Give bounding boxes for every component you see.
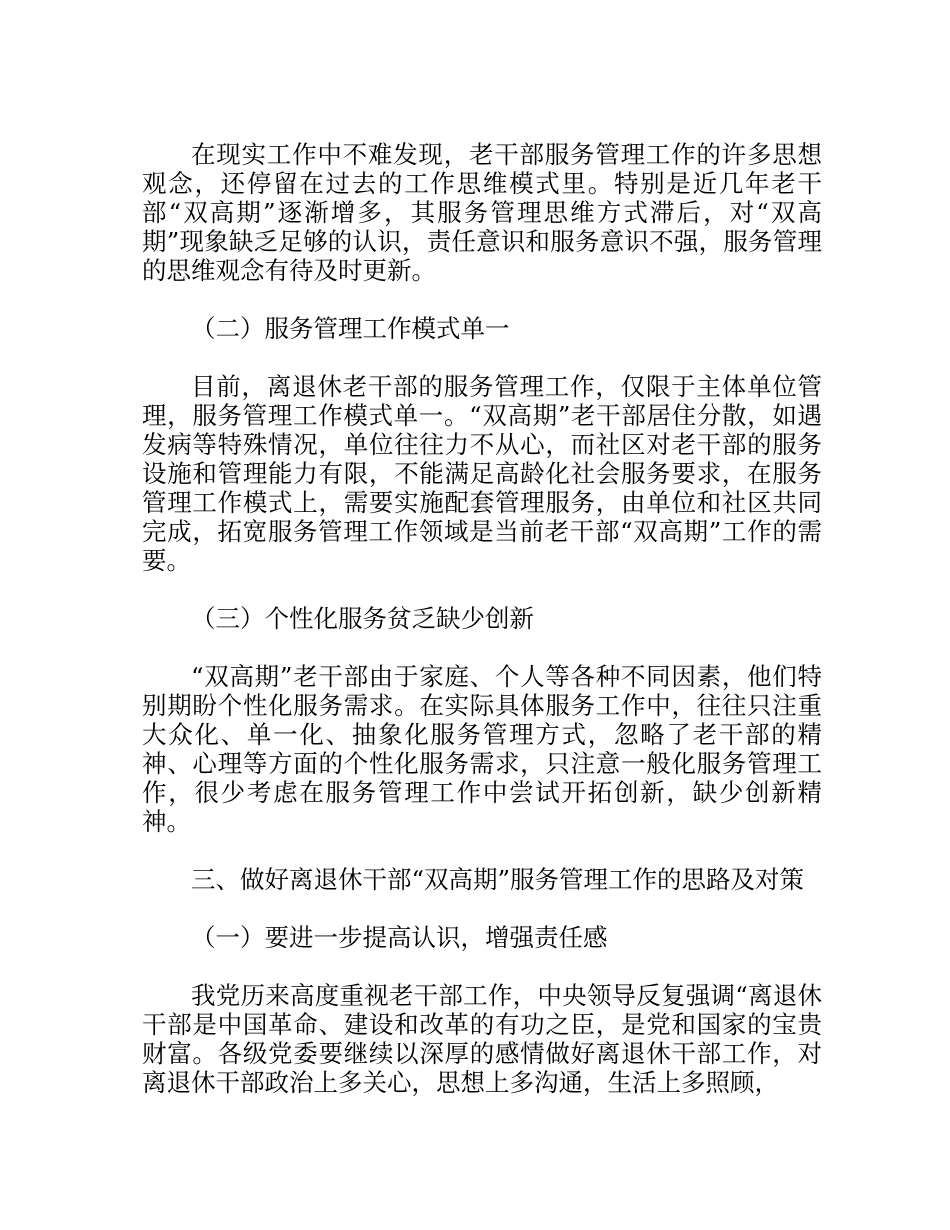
paragraph-service-mode: 目前，离退休老干部的服务管理工作，仅限于主体单位管理，服务管理工作模式单一。“双高期”老干部居住分散，如遇发病等特殊情况，单位往往力不从心，而社区对老干部的服务设施和管理能力有限，不能满足高龄化社会服务要求，在服务管理工作模式上，需要实施配套管理服务，由单位和社区共同完成，拓宽服务管理工作领域是当前老干部“双高期”工作的需要。: [142, 372, 822, 575]
paragraph-personalized-service: “双高期”老干部由于家庭、个人等各种不同因素，他们特别期盼个性化服务需求。在实际具体服务工作中，往往只注重大众化、单一化、抽象化服务管理方式，忽略了老干部的精神、心理等方面的个性化服务需求，只注意一般化服务管理工作，很少考虑在服务管理工作中尝试开拓创新，缺少创新精神。: [142, 662, 822, 836]
document-body: [142, 140, 822, 1126]
paragraph-party-emphasis: 我党历来高度重视老干部工作，中央领导反复强调“离退休干部是中国革命、建设和改革的有功之臣，是党和国家的宝贵财富。各级党委要继续以深厚的感情做好离退休干部工作，对离退休干部政治上多关心，思想上多沟通，生活上多照顾，: [142, 981, 822, 1097]
chapter-heading-3: 三、做好离退休干部“双高期”服务管理工作的思路及对策: [191, 865, 805, 894]
section-heading-2: （二）服务管理工作模式单一: [191, 314, 510, 343]
paragraph-thinking-concepts: 在现实工作中不难发现，老干部服务管理工作的许多思想观念，还停留在过去的工作思维模式里。特别是近几年老干部“双高期”逐渐增多，其服务管理思维方式滞后，对“双高期”现象缺乏足够的认识，责任意识和服务意识不强，服务管理的思维观念有待及时更新。: [142, 140, 822, 285]
section-heading-3: （三）个性化服务贫乏缺少创新: [191, 604, 534, 633]
section-heading-1: （一）要进一步提高认识，增强责任感: [191, 923, 608, 952]
